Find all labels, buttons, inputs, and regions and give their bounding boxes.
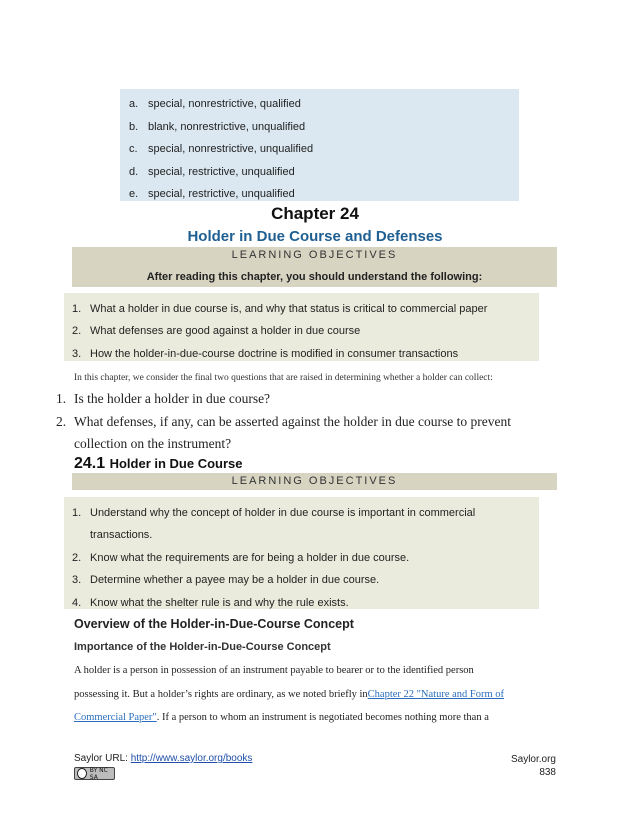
answer-choice: e. special, restrictive, unqualified — [129, 188, 295, 200]
body-line: A holder is a person in possession of an instrument payable to bearer or to the identified person — [74, 665, 474, 676]
intro-paragraph: In this chapter, we consider the final two questions that are raised in determining whether a holder can collect: — [74, 373, 493, 383]
chapter-22-link[interactable]: Chapter 22 "Nature and Form of — [367, 689, 505, 700]
objective-item: 2. What defenses are good against a holder in due course — [72, 325, 361, 337]
objective-item: 2. Know what the requirements are for being a holder in due course. — [72, 552, 410, 564]
answer-choice: a. special, nonrestrictive, qualified — [129, 98, 301, 110]
footer-site: Saylor.org — [510, 754, 556, 765]
body-line: possessing it. But a holder’s rights are ordinary, as we noted briefly inChapter 22 "Nature and Form of — [74, 689, 505, 700]
answer-choice: d. special, restrictive, unqualified — [129, 166, 295, 178]
objective-item: 1. Understand why the concept of holder in due course is important in commercial — [72, 507, 476, 519]
footer-url: Saylor URL: http://www.saylor.org/books — [74, 753, 253, 764]
section-title: 24.1 Holder in Due Course — [74, 455, 243, 472]
overview-heading: Overview of the Holder-in-Due-Course Concept — [74, 617, 354, 631]
creative-commons-icon: BY NC SA — [74, 767, 115, 780]
answer-choice: c. special, nonrestrictive, unqualified — [129, 143, 314, 155]
objective-item: 1. What a holder in due course is, and why that status is critical to commercial paper — [72, 303, 488, 315]
objective-item-continuation: transactions. — [90, 529, 153, 541]
objective-item: 3. How the holder-in-due-course doctrine is modified in consumer transactions — [72, 348, 459, 360]
objective-item: 4. Know what the shelter rule is and why the rule exists. — [72, 597, 349, 609]
question-item: 1. Is the holder a holder in due course? — [56, 391, 271, 406]
chapter-title: Holder in Due Course and Defenses — [187, 228, 443, 245]
chapter-number: Chapter 24 — [271, 204, 359, 223]
learning-objectives-list — [64, 293, 539, 361]
saylor-books-link[interactable]: http://www.saylor.org/books — [130, 753, 253, 764]
learning-objectives-header-2: LEARNING OBJECTIVES — [72, 473, 557, 490]
learning-objectives-list-2 — [64, 497, 539, 609]
question-item: 2. What defenses, if any, can be asserted against the holder in due course to prevent — [56, 414, 511, 429]
learning-objectives-label: LEARNING OBJECTIVES — [231, 249, 398, 261]
footer-right — [511, 753, 556, 779]
answer-choice: b. blank, nonrestrictive, unqualified — [129, 121, 306, 133]
learning-objectives-header — [72, 247, 557, 287]
learning-objectives-intro: After reading this chapter, you should understand the following: — [146, 271, 483, 283]
importance-heading: Importance of the Holder-in-Due-Course Concept — [74, 641, 331, 653]
question-item-continuation: collection on the instrument? — [74, 436, 232, 451]
answer-choices-box — [120, 89, 519, 201]
objective-item: 3. Determine whether a payee may be a holder in due course. — [72, 574, 380, 586]
cc-logo-icon — [77, 768, 87, 779]
chapter-22-link-continuation[interactable]: Commercial Paper" — [74, 712, 157, 723]
page-number: 838 — [539, 767, 556, 778]
body-line: Commercial Paper". If a person to whom an instrument is negotiated becomes nothing more than a — [74, 712, 489, 723]
